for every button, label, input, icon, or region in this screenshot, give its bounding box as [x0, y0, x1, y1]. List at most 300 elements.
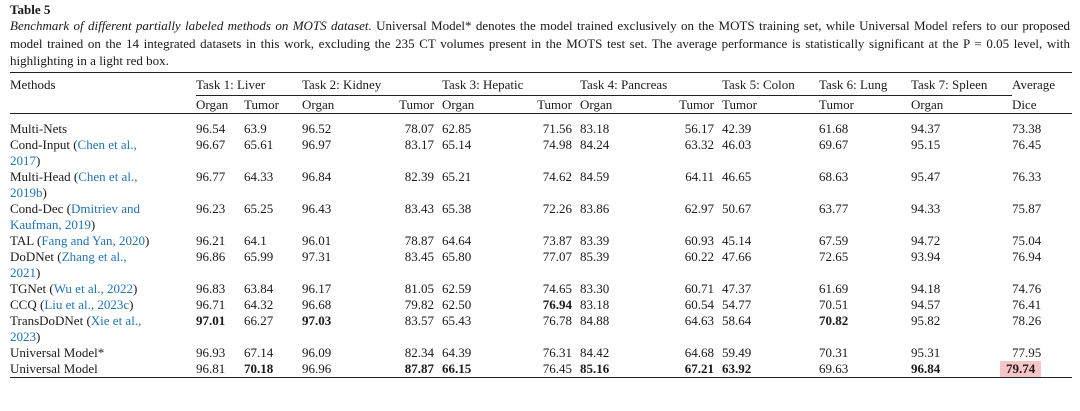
score-cell	[196, 345, 244, 361]
header-row-sub	[10, 97, 1072, 114]
score-value: 76.45	[1012, 136, 1042, 152]
score-value: 83.18	[580, 296, 610, 312]
score-cell	[580, 345, 670, 361]
score-value: 84.59	[580, 168, 610, 184]
score-cell	[442, 345, 528, 361]
header-sub: Tumor	[528, 97, 580, 114]
score-value: 83.30	[580, 280, 610, 296]
score-cell	[528, 169, 580, 201]
score-cell	[670, 313, 722, 345]
score-value: 65.80	[442, 248, 472, 264]
score-cell	[302, 137, 388, 169]
score-value: 74.62	[542, 168, 573, 184]
score-value: 70.82	[819, 312, 849, 328]
citation-link[interactable]: Kaufman, 2019	[10, 216, 91, 232]
score-value: 76.33	[1012, 168, 1042, 184]
method-label-tail: )	[36, 328, 41, 344]
score-value: 67.14	[244, 344, 274, 360]
score-cell	[388, 233, 442, 249]
method-name	[10, 137, 196, 169]
score-cell	[1012, 297, 1072, 313]
score-cell	[442, 313, 528, 345]
score-value: 96.84	[911, 360, 941, 376]
score-cell	[722, 137, 819, 169]
score-cell	[302, 233, 388, 249]
score-cell	[1012, 313, 1072, 345]
score-cell	[196, 233, 244, 249]
score-cell	[819, 313, 911, 345]
header-task-3: Task 3: Hepatic	[442, 77, 580, 96]
score-cell	[244, 233, 302, 249]
score-value: 96.01	[302, 232, 332, 248]
score-value: 62.59	[442, 280, 472, 296]
score-value: 97.03	[302, 312, 332, 328]
score-cell	[1012, 281, 1072, 297]
method-name	[10, 313, 196, 345]
header-sub: Organ	[442, 97, 528, 114]
score-value: 96.83	[196, 280, 226, 296]
score-cell	[302, 297, 388, 313]
score-cell	[244, 169, 302, 201]
score-cell	[670, 297, 722, 313]
score-cell	[722, 345, 819, 361]
score-value: 60.71	[684, 280, 715, 296]
score-value: 70.31	[819, 344, 849, 360]
score-value: 65.43	[442, 312, 472, 328]
score-value: 64.1	[244, 232, 267, 248]
score-value: 65.99	[244, 248, 274, 264]
score-cell	[388, 361, 442, 378]
score-cell	[1012, 201, 1072, 233]
score-value: 77.07	[542, 248, 573, 264]
score-cell	[670, 113, 722, 137]
score-cell	[722, 201, 819, 233]
score-cell	[670, 345, 722, 361]
score-value: 83.45	[404, 248, 435, 264]
score-value: 70.51	[819, 296, 849, 312]
score-cell	[911, 297, 1012, 313]
score-cell	[1012, 233, 1072, 249]
header-task-7: Task 7: Spleen	[911, 77, 1012, 96]
score-value: 60.93	[684, 232, 715, 248]
score-value: 96.86	[196, 248, 226, 264]
score-value: 84.42	[580, 344, 610, 360]
score-value: 67.21	[684, 360, 715, 376]
score-value: 85.16	[580, 360, 610, 376]
citation-link[interactable]: Xie et al.,	[90, 312, 142, 328]
citation-link[interactable]: Fang and Yan, 2020	[41, 232, 145, 248]
score-value: 96.52	[302, 120, 332, 136]
score-value: 94.18	[911, 280, 941, 296]
score-cell	[722, 281, 819, 297]
score-cell	[528, 345, 580, 361]
score-cell	[819, 113, 911, 137]
score-cell	[302, 313, 388, 345]
method-label-tail: )	[36, 264, 41, 280]
score-cell	[911, 137, 1012, 169]
score-value: 56.17	[684, 120, 715, 136]
score-cell	[196, 361, 244, 378]
score-cell	[1012, 113, 1072, 137]
table-row	[10, 313, 1072, 345]
score-value: 64.39	[442, 344, 472, 360]
score-value: 96.96	[302, 360, 332, 376]
score-value: 65.25	[244, 200, 274, 216]
score-cell	[911, 313, 1012, 345]
score-cell	[388, 137, 442, 169]
caption-text: Universal Model* denotes the model trained exclusively on the MOTS training set, while Universal Model refers to our proposed model trained on the 14 integrated datasets in this work, excluding the 235 CT volumes present in the MOTS test set. The average performance is statistically significant at the P = 0.05 level, with highlighting in a light red box.	[10, 18, 1070, 68]
table-row	[10, 281, 1072, 297]
score-cell	[819, 137, 911, 169]
score-value: 68.63	[819, 168, 849, 184]
score-value: 74.76	[1012, 280, 1042, 296]
citation-link[interactable]: Dmitriev and	[71, 200, 140, 216]
score-value: 73.38	[1012, 120, 1042, 136]
score-cell	[196, 297, 244, 313]
score-cell	[244, 297, 302, 313]
score-value: 46.65	[722, 168, 752, 184]
score-value: 63.77	[819, 200, 849, 216]
score-cell	[442, 281, 528, 297]
score-cell	[670, 201, 722, 233]
score-cell	[302, 113, 388, 137]
method-label: Multi-Head (	[10, 168, 79, 184]
table-row	[10, 113, 1072, 137]
method-label-tail: )	[132, 280, 138, 296]
method-name	[10, 281, 196, 297]
table-row	[10, 169, 1072, 201]
method-name	[10, 297, 196, 313]
score-value: 82.34	[404, 344, 435, 360]
table-row	[10, 201, 1072, 233]
score-value: 47.37	[722, 280, 752, 296]
score-cell	[670, 233, 722, 249]
score-value: 72.65	[819, 248, 849, 264]
score-cell	[670, 169, 722, 201]
score-value: 63.84	[244, 280, 274, 296]
score-cell	[388, 345, 442, 361]
table-row	[10, 137, 1072, 169]
score-value: 76.45	[542, 360, 573, 376]
score-cell	[442, 113, 528, 137]
score-value: 76.94	[542, 296, 573, 312]
results-table	[10, 72, 1072, 378]
score-value: 50.67	[722, 200, 752, 216]
score-value: 78.87	[404, 232, 435, 248]
score-cell	[442, 249, 528, 281]
method-label-tail: )	[42, 184, 47, 200]
score-cell	[670, 281, 722, 297]
score-cell	[580, 281, 670, 297]
score-cell	[302, 249, 388, 281]
score-value: 64.68	[684, 344, 715, 360]
score-cell	[388, 169, 442, 201]
score-value: 94.57	[911, 296, 941, 312]
score-value: 66.27	[244, 312, 274, 328]
method-label: Cond-Input (	[10, 136, 78, 152]
citation-link[interactable]: 2017	[10, 152, 36, 168]
citation-link[interactable]: Liu et al., 2023c	[44, 296, 130, 312]
score-value: 66.15	[442, 360, 472, 376]
score-value: 58.64	[722, 312, 752, 328]
score-value: 96.17	[302, 280, 332, 296]
score-cell	[196, 113, 244, 137]
score-value: 95.15	[911, 136, 941, 152]
score-value: 78.07	[404, 120, 435, 136]
table-row	[10, 361, 1072, 378]
score-value: 70.18	[244, 360, 274, 376]
score-value: 76.94	[1012, 248, 1042, 264]
score-value: 96.81	[196, 360, 226, 376]
score-value: 96.93	[196, 344, 226, 360]
header-sub: Organ	[302, 97, 388, 114]
score-cell	[442, 201, 528, 233]
score-cell	[911, 361, 1012, 378]
score-value: 65.61	[244, 136, 274, 152]
score-value: 96.43	[302, 200, 332, 216]
header-methods: Methods	[10, 72, 196, 97]
score-value: 45.14	[722, 232, 752, 248]
score-cell	[388, 201, 442, 233]
score-value: 83.57	[404, 312, 435, 328]
score-value: 60.22	[684, 248, 715, 264]
score-cell	[388, 297, 442, 313]
method-label-tail: )	[36, 152, 41, 168]
score-value: 95.47	[911, 168, 941, 184]
score-value: 96.84	[302, 168, 332, 184]
method-name	[10, 249, 196, 281]
score-value: 84.24	[580, 136, 610, 152]
score-cell	[302, 345, 388, 361]
score-cell	[580, 233, 670, 249]
score-cell	[244, 137, 302, 169]
citation-link[interactable]: 2019b	[10, 184, 43, 200]
header-task-6: Task 6: Lung	[819, 77, 911, 96]
score-value: 83.17	[404, 136, 435, 152]
score-cell	[388, 113, 442, 137]
table-row	[10, 297, 1072, 313]
score-value: 84.88	[580, 312, 610, 328]
citation-link[interactable]: 2023	[10, 328, 36, 344]
score-value: 96.21	[196, 232, 226, 248]
citation-link[interactable]: Zhang et al.,	[61, 248, 127, 264]
score-cell	[819, 233, 911, 249]
score-value: 83.86	[580, 200, 610, 216]
score-cell	[244, 281, 302, 297]
score-value: 74.65	[542, 280, 573, 296]
header-sub: Tumor	[388, 97, 442, 114]
score-cell	[528, 137, 580, 169]
score-value: 96.77	[196, 168, 226, 184]
header-sub: Tumor	[819, 97, 911, 114]
score-value: 64.64	[442, 232, 472, 248]
score-cell	[911, 201, 1012, 233]
score-value: 96.54	[196, 120, 226, 136]
score-value: 75.87	[1012, 200, 1042, 216]
score-value: 65.14	[442, 136, 472, 152]
method-label: Multi-Nets	[10, 120, 68, 136]
score-cell	[442, 137, 528, 169]
score-cell	[1012, 345, 1072, 361]
score-cell	[911, 345, 1012, 361]
citation-link[interactable]: Chen et al.,	[78, 168, 138, 184]
score-cell	[442, 233, 528, 249]
score-value: 65.21	[442, 168, 472, 184]
score-cell	[911, 113, 1012, 137]
citation-link[interactable]: Wu et al., 2022	[53, 280, 133, 296]
citation-link[interactable]: 2021	[10, 264, 36, 280]
score-value: 87.87	[404, 360, 435, 376]
score-cell	[244, 201, 302, 233]
score-cell	[819, 169, 911, 201]
score-value: 47.66	[722, 248, 752, 264]
score-value: 75.04	[1012, 232, 1042, 248]
score-cell	[528, 297, 580, 313]
score-cell	[196, 169, 244, 201]
header-sub: Organ	[196, 97, 244, 114]
score-value: 76.31	[542, 344, 573, 360]
score-value: 95.31	[911, 344, 941, 360]
score-cell	[580, 297, 670, 313]
score-value: 82.39	[404, 168, 435, 184]
score-value: 64.32	[244, 296, 274, 312]
score-cell	[670, 249, 722, 281]
table-row	[10, 345, 1072, 361]
score-cell	[580, 313, 670, 345]
method-label-tail: )	[144, 232, 150, 248]
header-sub: Tumor	[722, 97, 819, 114]
score-cell	[580, 113, 670, 137]
score-value: 71.56	[542, 120, 573, 136]
score-value: 54.77	[722, 296, 752, 312]
score-cell	[302, 281, 388, 297]
method-label: TGNet (	[10, 280, 54, 296]
score-value: 79.82	[404, 296, 435, 312]
method-name	[10, 169, 196, 201]
score-value: 42.39	[722, 120, 752, 136]
score-value: 77.95	[1012, 344, 1042, 360]
score-cell	[580, 201, 670, 233]
score-cell	[196, 137, 244, 169]
score-cell	[196, 249, 244, 281]
score-value: 94.33	[911, 200, 941, 216]
score-cell	[819, 249, 911, 281]
score-value: 62.85	[442, 120, 472, 136]
header-average: Average	[1012, 72, 1072, 97]
score-cell	[722, 233, 819, 249]
method-label: Universal Model*	[10, 344, 105, 360]
score-value: 94.37	[911, 120, 941, 136]
score-value: 65.38	[442, 200, 472, 216]
score-value: 63.92	[722, 360, 752, 376]
score-value: 76.78	[542, 312, 573, 328]
method-label: TAL (	[10, 232, 42, 248]
score-cell	[442, 297, 528, 313]
score-value: 97.01	[196, 312, 226, 328]
score-value: 78.26	[1012, 312, 1042, 328]
table-body	[10, 113, 1072, 377]
score-cell	[244, 361, 302, 378]
score-cell	[722, 313, 819, 345]
score-cell	[528, 233, 580, 249]
score-value: 79.74	[1000, 361, 1041, 377]
method-label: CCQ (	[10, 296, 45, 312]
score-cell	[244, 249, 302, 281]
header-sub: Tumor	[244, 97, 302, 114]
score-cell	[1012, 169, 1072, 201]
score-value: 74.98	[542, 136, 573, 152]
header-task-2: Task 2: Kidney	[302, 77, 442, 96]
citation-link[interactable]: Chen et al.,	[77, 136, 137, 152]
score-value: 64.33	[244, 168, 274, 184]
score-cell	[528, 249, 580, 281]
score-cell	[911, 169, 1012, 201]
method-label: DoDNet (	[10, 248, 62, 264]
score-cell	[911, 233, 1012, 249]
score-value: 61.68	[819, 120, 849, 136]
header-sub: Tumor	[670, 97, 722, 114]
score-cell	[580, 137, 670, 169]
score-cell	[244, 313, 302, 345]
table-row	[10, 249, 1072, 281]
score-value: 60.54	[684, 296, 715, 312]
score-value: 64.63	[684, 312, 715, 328]
score-value: 97.31	[302, 248, 332, 264]
score-value: 67.59	[819, 232, 849, 248]
score-cell	[196, 201, 244, 233]
header-row-tasks	[10, 72, 1072, 97]
score-value: 62.50	[442, 296, 472, 312]
score-cell	[442, 169, 528, 201]
score-cell	[911, 281, 1012, 297]
score-value: 83.43	[404, 200, 435, 216]
header-sub: Organ	[911, 97, 1012, 114]
score-cell	[302, 169, 388, 201]
score-value: 62.97	[684, 200, 715, 216]
method-label: Cond-Dec (	[10, 200, 72, 216]
score-value: 72.26	[542, 200, 573, 216]
method-name	[10, 233, 196, 249]
method-label: Universal Model	[10, 360, 98, 376]
score-cell	[722, 249, 819, 281]
table-label: Table 5	[10, 2, 51, 17]
score-cell	[722, 169, 819, 201]
score-value: 96.97	[302, 136, 332, 152]
score-value: 95.82	[911, 312, 941, 328]
score-cell	[670, 361, 722, 378]
score-cell	[819, 361, 911, 378]
score-cell	[580, 361, 670, 378]
score-cell	[528, 281, 580, 297]
header-sub: Dice	[1012, 97, 1072, 114]
score-cell	[244, 345, 302, 361]
score-value: 73.87	[542, 232, 573, 248]
method-name	[10, 345, 196, 361]
score-value: 59.49	[722, 344, 752, 360]
header-task-4: Task 4: Pancreas	[580, 77, 722, 96]
score-cell	[528, 201, 580, 233]
score-cell	[722, 361, 819, 378]
score-value: 96.09	[302, 344, 332, 360]
score-value: 93.94	[911, 248, 941, 264]
score-cell	[528, 113, 580, 137]
score-cell	[819, 281, 911, 297]
score-cell	[1012, 249, 1072, 281]
score-value: 61.69	[819, 280, 849, 296]
score-value: 76.41	[1012, 296, 1042, 312]
score-cell	[722, 297, 819, 313]
score-value: 63.9	[244, 120, 267, 136]
